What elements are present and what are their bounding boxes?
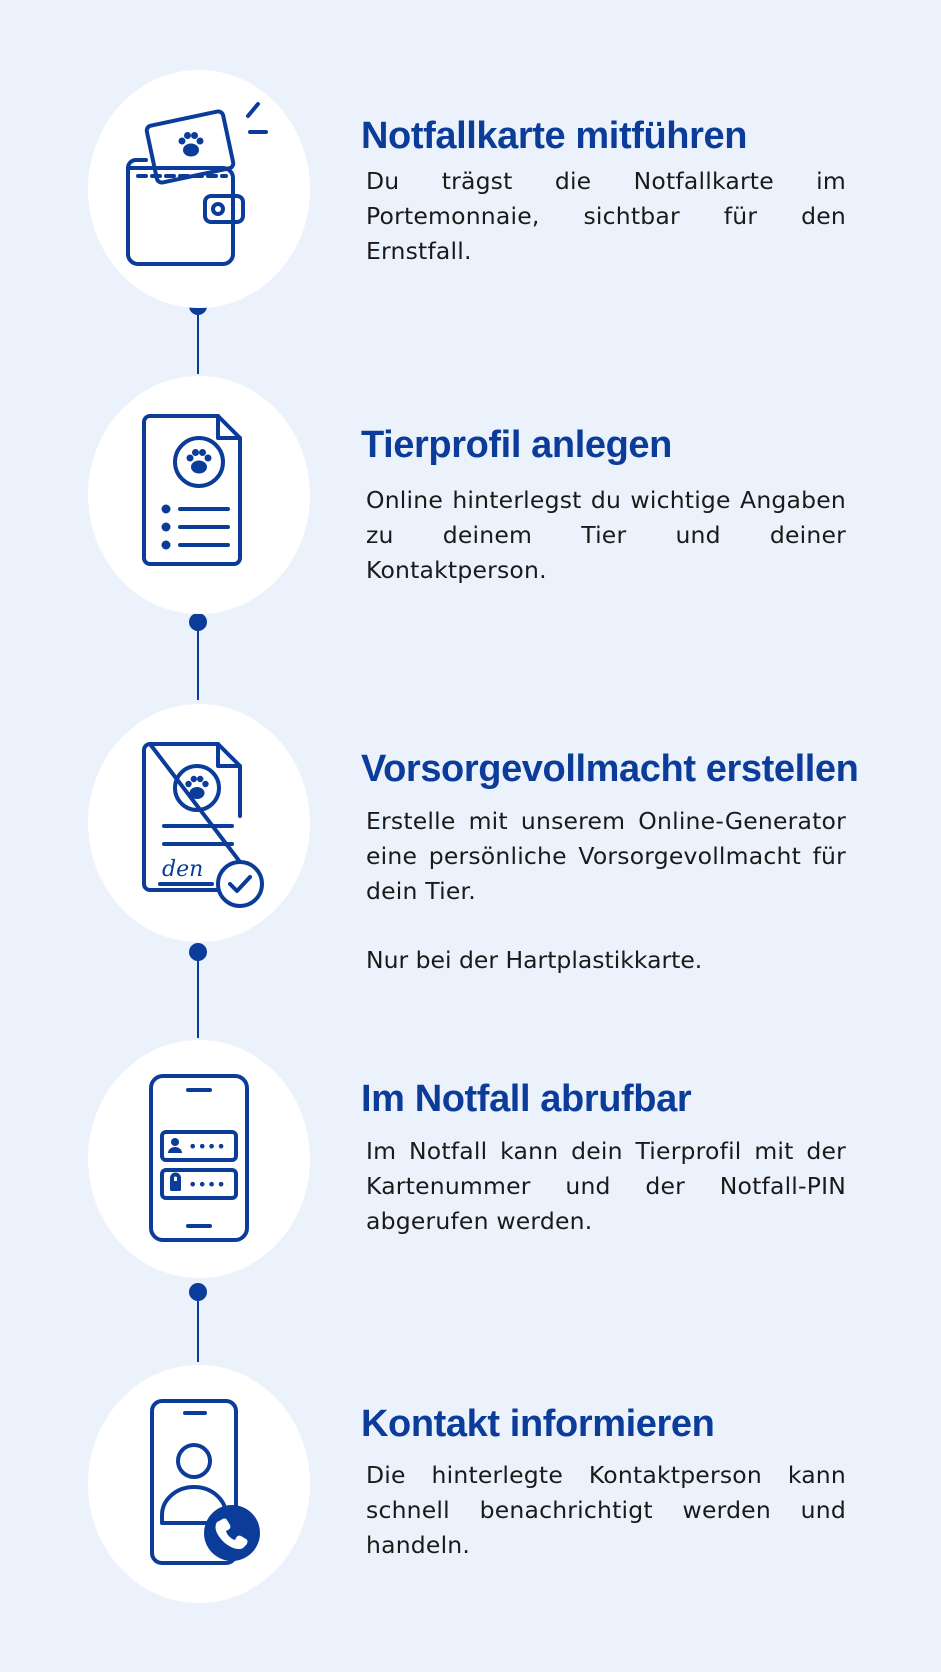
pin-mask-1: •••• — [188, 1137, 226, 1156]
step-5-title: Kontakt informieren — [361, 1403, 715, 1445]
phone-contact-call-icon — [88, 1365, 310, 1603]
timeline-line — [197, 306, 199, 374]
signed-document-check-icon — [88, 704, 310, 942]
step-3-icon-circle — [88, 704, 310, 942]
timeline-line — [197, 622, 199, 700]
pin-mask-2: •••• — [188, 1175, 226, 1194]
step-5-icon-circle — [88, 1365, 310, 1603]
signature-text: den — [162, 857, 204, 882]
step-2-title: Tierprofil anlegen — [361, 424, 672, 466]
step-2-description: Online hinterlegst du wichtige Angaben zu deinem Tier und deiner Kontaktperson. — [366, 486, 846, 584]
step-4-title: Im Notfall abrufbar — [361, 1078, 692, 1120]
step-1-icon-circle — [88, 70, 310, 308]
pet-profile-document-icon — [88, 376, 310, 614]
step-3-title: Vorsorgevollmacht erstellen — [361, 748, 859, 790]
step-4-icon-circle — [88, 1040, 310, 1278]
timeline-line — [197, 952, 199, 1038]
step-1-title: Notfallkarte mitführen — [361, 115, 748, 157]
step-5-description: Die hinterlegte Kontaktperson kann schnell benachrichtigt werden und handeln. — [366, 1461, 846, 1559]
wallet-card-icon — [88, 70, 310, 308]
timeline-line — [197, 1292, 199, 1362]
step-1-description: Du trägst die Notfallkarte im Portemonnaie, sichtbar für den Ernstfall. — [366, 167, 846, 265]
step-3-note: Nur bei der Hartplastikkarte. — [366, 946, 703, 974]
phone-login-icon — [88, 1040, 310, 1278]
step-4-description: Im Notfall kann dein Tierprofil mit der Kartenummer und der Notfall-PIN abgerufen werden. — [366, 1137, 846, 1235]
step-3-description: Erstelle mit unserem Online-Generator eine persönliche Vorsorgevollmacht für dein Tier. — [366, 807, 846, 905]
step-2-icon-circle — [88, 376, 310, 614]
